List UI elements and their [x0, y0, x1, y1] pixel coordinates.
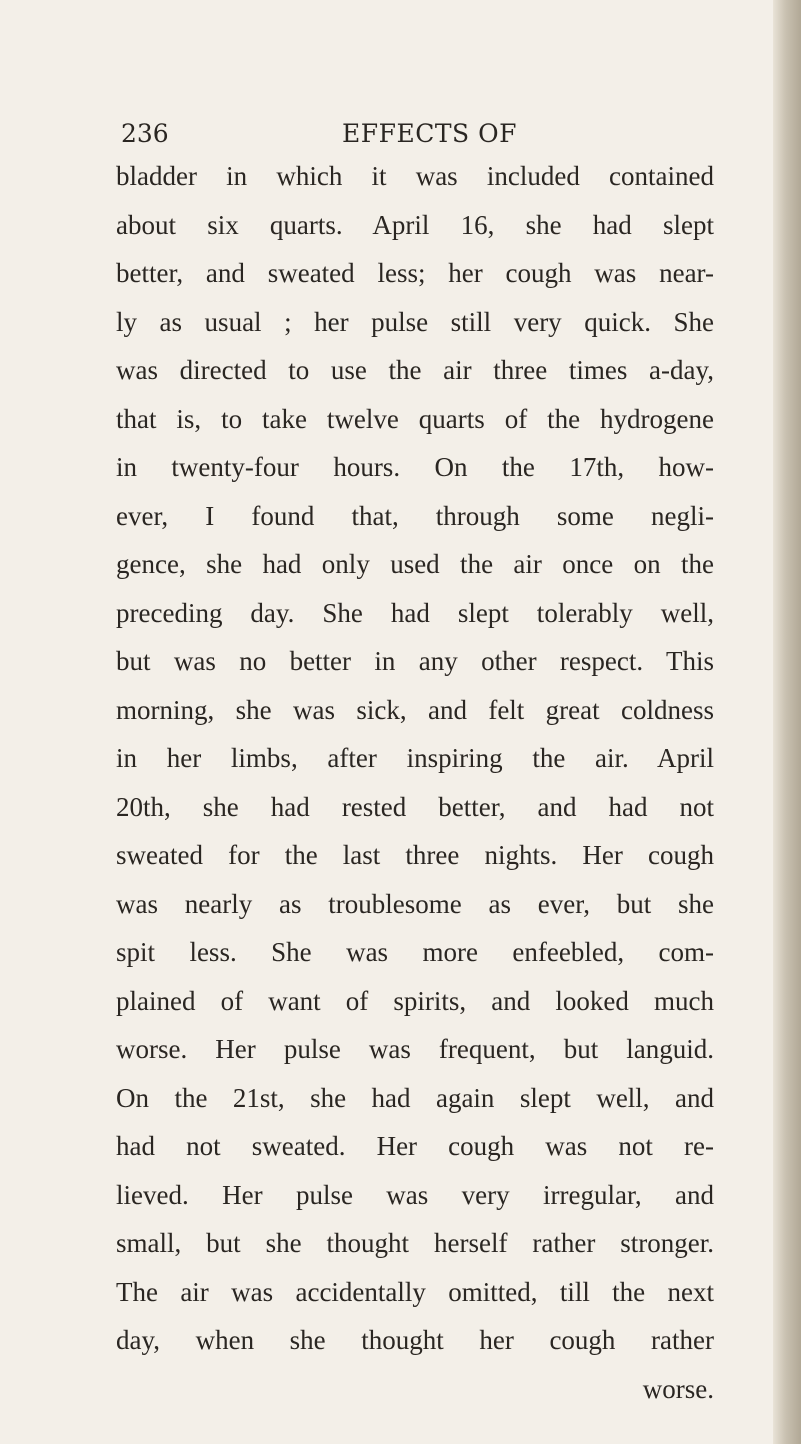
text-line: was nearly as troublesome as ever, but she — [116, 888, 714, 919]
text-line: about six quarts. April 16, she had slept — [116, 209, 714, 240]
text-line: preceding day. She had slept tolerably well, — [116, 597, 714, 628]
text-line: in her limbs, after inspiring the air. April — [116, 743, 714, 773]
text-line: ever, I found that, through some negli- — [116, 500, 714, 531]
text-line: lieved. Her pulse was very irregular, and — [116, 1179, 714, 1210]
text-line: small, but she thought herself rather stronger. — [116, 1228, 714, 1258]
text-line: had not sweated. Her cough was not re- — [116, 1131, 714, 1161]
text-line: but was no better in any other respect. This — [116, 646, 714, 676]
page-edge-shadow — [773, 0, 801, 1444]
text-line: spit less. She was more enfeebled, com- — [116, 937, 714, 967]
text-line: The air was accidentally omitted, till the next — [116, 1276, 714, 1307]
text-line: day, when she thought her cough rather — [116, 1325, 714, 1355]
text-line: in twenty-four hours. On the 17th, how- — [116, 452, 714, 482]
text-line: bladder in which it was included contained — [116, 161, 714, 191]
text-line: sweated for the last three nights. Her cough — [116, 840, 714, 870]
running-head — [0, 112, 801, 156]
text-line: morning, she was sick, and felt great coldness — [116, 694, 714, 725]
text-line: plained of want of spirits, and looked much — [116, 985, 714, 1016]
text-line: that is, to take twelve quarts of the hydrogene — [116, 403, 714, 434]
text-line: On the 21st, she had again slept well, and — [116, 1082, 714, 1113]
text-line: 20th, she had rested better, and had not — [116, 791, 714, 822]
body-text — [116, 152, 714, 1413]
running-title: EFFECTS OF — [342, 119, 517, 148]
text-line: was directed to use the air three times a-day, — [116, 355, 714, 385]
text-line: ly as usual ; her pulse still very quick. She — [116, 306, 714, 337]
page-number: 236 — [121, 119, 169, 148]
text-line: worse. Her pulse was frequent, but languid. — [116, 1034, 714, 1064]
catchword: worse. — [642, 1373, 714, 1404]
text-line: better, and sweated less; her cough was near- — [116, 258, 714, 288]
text-line: gence, she had only used the air once on the — [116, 549, 714, 579]
